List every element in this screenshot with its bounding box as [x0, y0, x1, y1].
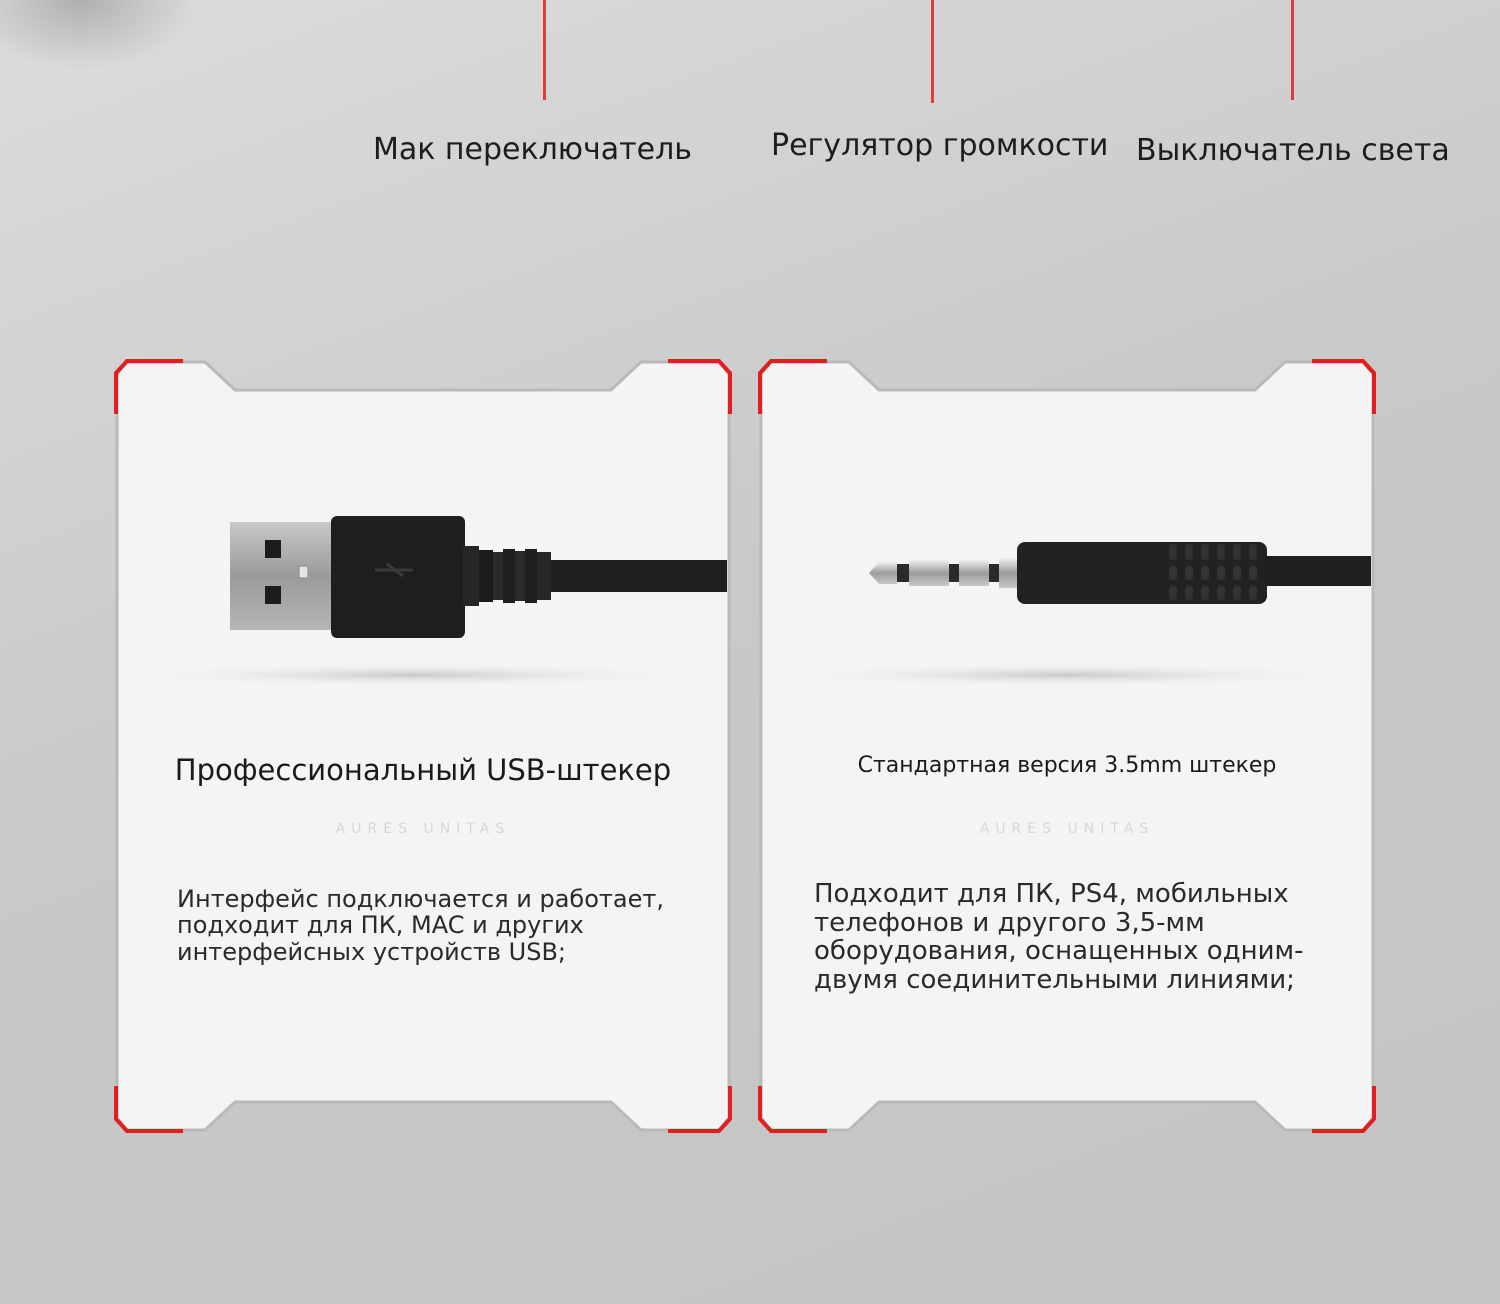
callout-volume-control: Регулятор громкости [771, 128, 1109, 163]
usb-card-title: Профессиональный USB-штекер [174, 753, 672, 787]
callout-light-switch: Выключатель света [1136, 133, 1450, 168]
corner-glow [0, 0, 200, 70]
usb-card-description: Интерфейс подключается и работает, подходит для ПК, MAC и других интерфейсных устройств USB; [177, 885, 664, 966]
callout-mic-switch: Мак переключатель [373, 132, 692, 167]
card-frame [757, 358, 1377, 1134]
usb-plug-image [113, 478, 733, 698]
jack-card-brand: AURES UNITAS [979, 821, 1155, 837]
leader-line-light [1291, 0, 1294, 100]
leader-line-volume [931, 0, 934, 103]
jack-card-description: Подходит для ПК, PS4, мобильных телефонов и другого 3,5-мм оборудования, оснащенных одним-двумя соединительными линиями; [814, 879, 1304, 995]
leader-line-mic [543, 0, 546, 100]
usb-card-brand: AURES UNITAS [335, 821, 511, 837]
usb-card [113, 358, 733, 1134]
card-frame [113, 358, 733, 1134]
jack-card [757, 358, 1377, 1134]
jack-card-title: Стандартная версия 3.5mm штекер [857, 753, 1277, 778]
audio-jack-image [757, 478, 1377, 698]
